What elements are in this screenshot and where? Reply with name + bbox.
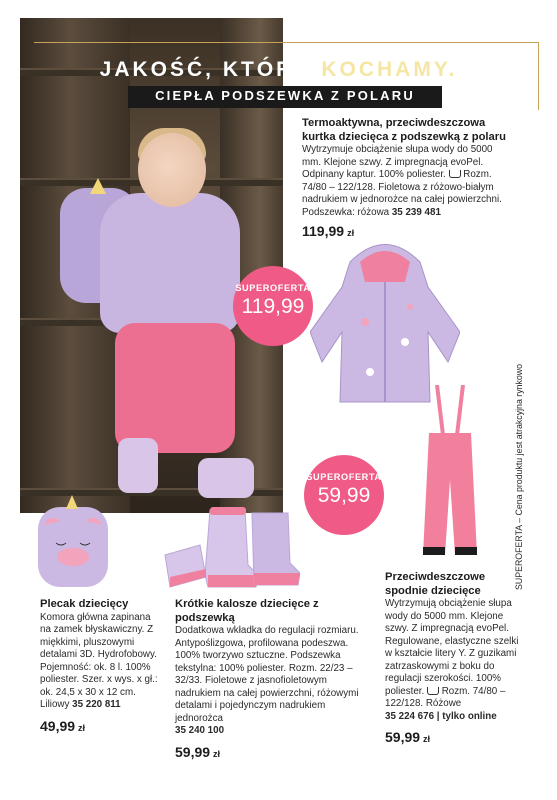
wash-icon <box>427 687 439 695</box>
headline <box>0 58 557 82</box>
superoffer-note: SUPEROFERTA – Cena produktu jest atrakcyjna rynkowo <box>514 363 524 590</box>
badge-label: SUPEROFERTA <box>306 472 382 482</box>
product-backpack <box>40 598 158 734</box>
boots-image <box>160 505 300 590</box>
product-code: 35 240 100 <box>175 725 225 736</box>
backpack-image <box>30 495 115 590</box>
product-description: Dodatkowa wkładka do regulacji rozmiaru. Antypoślizgowa, profilowana podeszwa. 100% tworzywo sztuczne. Podszewka tekstylna: 100% poliester. Rozm. 22/23 – 32/33. Fioletowe z jasnofioletowym nadrukiem na całej powierzchni, różowymi detalami i pojedynczym nadrukiem jednorożca 35 240 100 <box>175 625 359 736</box>
child-jacket <box>100 193 240 333</box>
product-code: 35 239 481 <box>391 206 441 218</box>
superoffer-badge <box>304 455 384 535</box>
subhead: CIEPŁA PODSZEWKA Z POLARU <box>155 88 415 103</box>
badge-price: 119,99 <box>241 295 305 318</box>
product-pants <box>385 571 527 745</box>
product-description: Komora główna zapinana na zamek błyskawiczny. Z miękkimi, pluszowymi detalami 3D. Hydrofobowy. Pojemność: ok. 8 l. 100% poliester. Szer. x wys. x gł.: ok. 24,5 x 30 x 12 cm. Liliowy 35 220 811 <box>40 611 158 710</box>
online-only-label: tylko online <box>442 710 497 722</box>
product-code: 35 224 676 <box>385 710 435 722</box>
wash-icon <box>449 170 461 178</box>
child-face <box>138 133 206 207</box>
badge-price: 59,99 <box>317 484 371 507</box>
product-title: Przeciwdeszczowe spodnie dziecięce <box>385 571 486 597</box>
product-boots <box>175 598 375 760</box>
superoffer-badge <box>233 266 313 346</box>
product-price: 59,99 zł <box>385 729 431 745</box>
product-jacket <box>302 117 512 239</box>
badge-label: SUPEROFERTA <box>235 283 311 293</box>
product-price: 119,99 zł <box>302 223 355 239</box>
product-description: Wytrzymują obciążenie słupa wody do 5000 mm. Klejone szwy. Z impregnacją evoPel. Regulowane, elastyczne szelki w kształcie litery Y. Z guzikami zatrzaskowymi z boku do regulacji szerokości. 100% poliester. Rozm. 74/80 – 122/128. Różowe 35 224 676 | tylko online <box>385 598 519 722</box>
product-price: 59,99 zł <box>175 743 221 760</box>
child-pants <box>115 323 235 453</box>
pants-image <box>415 385 485 565</box>
product-title: Krótkie kalosze dziecięce z podszewką <box>175 598 319 624</box>
product-description: Wytrzymuje obciążenie słupa wody do 5000 mm. Klejone szwy. Z impregnacją evoPel. Odpinany kaptur. 100% poliester. Rozm. 74/80 – 122/128. Fioletowa z różowo-białym nadrukiem w jednorożce na całej powierzchni. Podszewka: różowa 35 239 481 <box>302 144 502 218</box>
product-price: 49,99 zł <box>40 717 86 734</box>
product-code: 35 220 811 <box>72 699 121 710</box>
product-title: Plecak dziecięcy <box>40 598 129 610</box>
jacket-image <box>310 232 460 407</box>
child-boot-right <box>198 458 254 498</box>
headline-part2: KOCHAMY. <box>321 58 458 81</box>
product-title: Termoaktywna, przeciwdeszczowa kurtka dziecięca z podszewką z polaru <box>302 117 506 143</box>
headline-part1: JAKOŚĆ, KTÓRĄ <box>99 58 313 81</box>
child-boot-left <box>118 438 158 493</box>
